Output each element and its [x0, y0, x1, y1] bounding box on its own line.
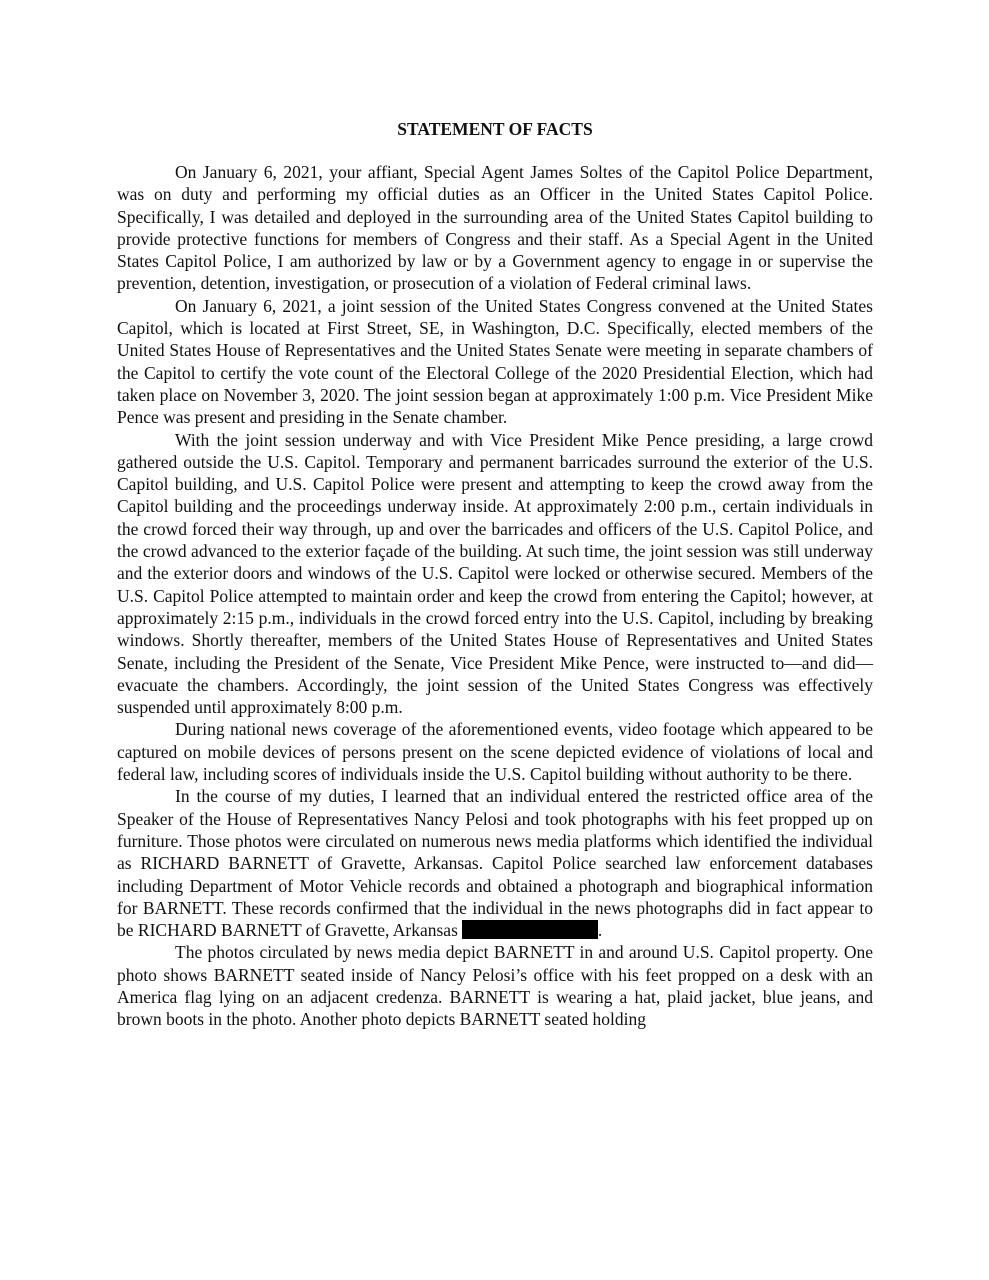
document-page	[117, 118, 873, 1031]
paragraph-affiant: On January 6, 2021, your affiant, Special Agent James Soltes of the Capitol Police Department, was on duty and performing my official duties as an Officer in the United States Capitol Police. Specifically, I was detailed and deployed in the surrounding area of the United States Capitol building to provide protective functions for members of Congress and their staff. As a Special Agent in the United States Capitol Police, I am authorized by law or by a Government agency to engage in or supervise the prevention, detention, investigation, or prosecution of a violation of Federal criminal laws.	[117, 162, 873, 294]
paragraph-identification	[117, 785, 873, 941]
paragraph-identification-text: In the course of my duties, I learned that an individual entered the restricted office area of the Speaker of the House of Representatives Nancy Pelosi and took photographs with his feet propped up on furniture. Those photos were circulated on numerous news media platforms which identified the individual as RICHARD BARNETT of Gravette, Arkansas. Capitol Police searched law enforcement databases including Department of Motor Vehicle records and obtained a photograph and biographical information for BARNETT. These records confirmed that the individual in the news photographs did in fact appear to be RICHARD BARNETT of Gravette, Arkansas	[117, 786, 873, 941]
paragraph-photos: The photos circulated by news media depict BARNETT in and around U.S. Capitol property. One photo shows BARNETT seated inside of Nancy Pelosi’s office with his feet propped on a desk with an America flag lying on an adjacent credenza. BARNETT is wearing a hat, plaid jacket, blue jeans, and brown boots in the photo. Another photo depicts BARNETT seated holding	[117, 942, 873, 1030]
paragraph-news-coverage: During national news coverage of the aforementioned events, video footage which appeared to be captured on mobile devices of persons present on the scene depicted evidence of violations of local and federal law, including scores of individuals inside the U.S. Capitol building without authority to be there.	[117, 719, 873, 785]
paragraph-breach: With the joint session underway and with Vice President Mike Pence presiding, a large crowd gathered outside the U.S. Capitol. Temporary and permanent barricades surround the exterior of the U.S. Capitol building, and U.S. Capitol Police were present and attempting to keep the crowd away from the Capitol building and the proceedings underway inside. At approximately 2:00 p.m., certain individuals in the crowd forced their way through, up and over the barricades and officers of the U.S. Capitol Police, and the crowd advanced to the exterior façade of the building. At such time, the joint session was still underway and the exterior doors and windows of the U.S. Capitol were locked or otherwise secured. Members of the U.S. Capitol Police attempted to maintain order and keep the crowd from entering the Capitol; however, at approximately 2:15 p.m., individuals in the crowd forced entry into the U.S. Capitol, including by breaking windows. Shortly thereafter, members of the United States House of Representatives and United States Senate, including the President of the Senate, Vice President Mike Pence, were instructed to—and did—evacuate the chambers. Accordingly, the joint session of the United States Congress was effectively suspended until approximately 8:00 p.m.	[117, 429, 873, 718]
redaction-trailing-period: .	[597, 920, 603, 941]
paragraph-joint-session: On January 6, 2021, a joint session of the United States Congress convened at the United States Capitol, which is located at First Street, SE, in Washington, D.C. Specifically, elected members of the United States House of Representatives and the United States Senate were meeting in separate chambers of the Capitol to certify the vote count of the Electoral College of the 2020 Presidential Election, which had taken place on November 3, 2020. The joint session began at approximately 1:00 p.m. Vice President Mike Pence was present and presiding in the Senate chamber.	[117, 295, 873, 428]
document-title: STATEMENT OF FACTS	[397, 119, 593, 139]
redaction-box	[462, 920, 598, 939]
